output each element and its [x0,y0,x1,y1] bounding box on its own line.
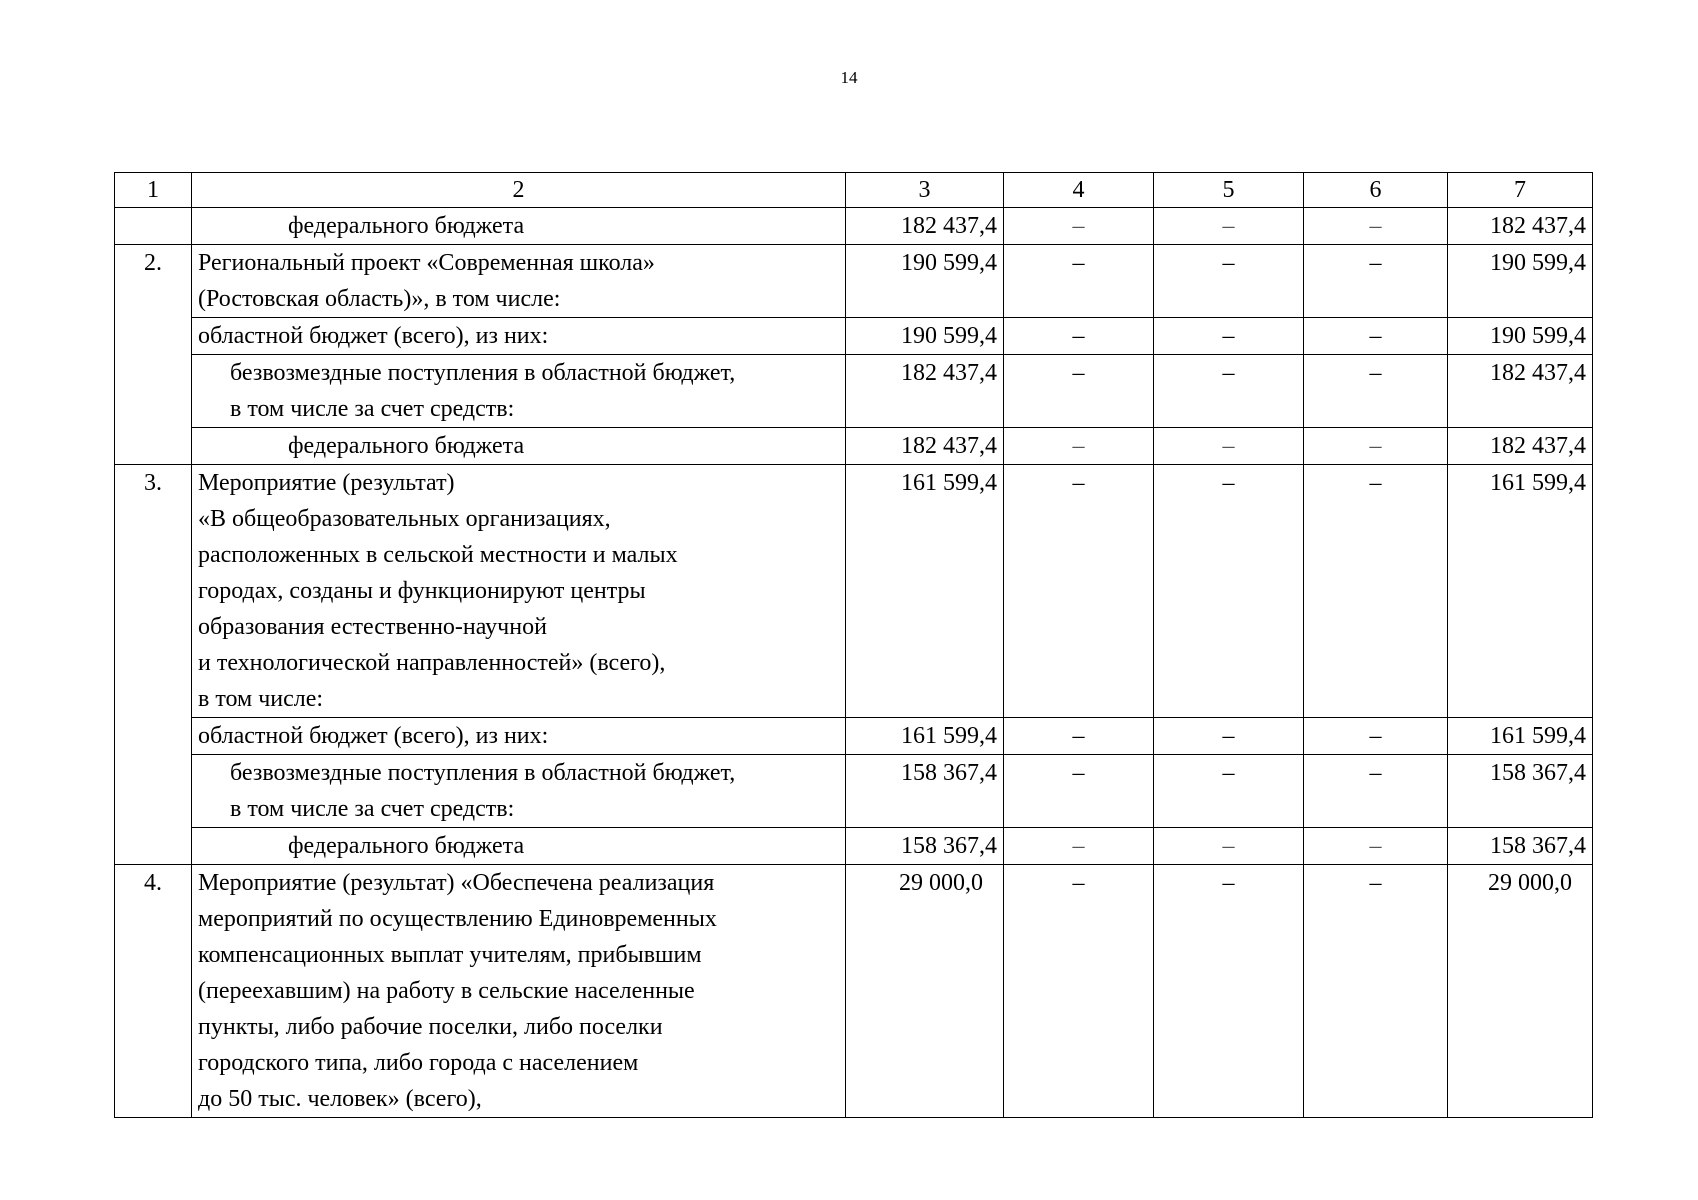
header-cell: 5 [1154,173,1304,208]
value-cell-col5: – [1154,755,1304,828]
header-cell: 6 [1304,173,1448,208]
description-line: федерального бюджета [288,833,525,859]
description-line: образования естественно-научной [198,614,547,640]
table-row [115,355,1593,428]
description-line: в том числе за счет средств: [230,796,515,822]
value-cell-col4: – [1004,865,1154,1118]
row-number-cell [115,208,192,245]
description-line: городах, созданы и функционируют центры [198,578,646,604]
value-cell-col3: 161 599,4 [846,718,1004,755]
table-row [115,828,1593,865]
value-cell-col4: – [1004,245,1154,318]
description-cell [192,355,846,428]
value-cell-col4: – [1004,355,1154,428]
value-cell-col5: – [1154,355,1304,428]
value-cell-col3: 182 437,4 [846,355,1004,428]
value-cell-col5: – [1154,318,1304,355]
value-cell-col5: – [1154,245,1304,318]
budget-table [114,172,1593,1118]
table-row [115,465,1593,718]
value-cell-col7: 182 437,4 [1448,355,1593,428]
value-cell-col4: – [1004,828,1154,865]
value-cell-col4: – [1004,428,1154,465]
table-row [115,208,1593,245]
table-row [115,755,1593,828]
header-cell: 4 [1004,173,1154,208]
value-cell-col7: 190 599,4 [1448,318,1593,355]
description-line: Мероприятие (результат) «Обеспечена реализация [198,870,715,896]
table-header-row [115,173,1593,208]
table-row [115,718,1593,755]
value-cell-col4: – [1004,465,1154,718]
description-cell [192,208,846,245]
header-cell: 2 [192,173,846,208]
value-cell-col6: – [1304,465,1448,718]
value-cell-col7: 158 367,4 [1448,828,1593,865]
description-line: мероприятий по осуществлению Единовременных [198,906,717,932]
row-number-cell: 4. [115,865,192,1118]
table-row [115,245,1593,318]
value-cell-col6: – [1304,755,1448,828]
description-line: в том числе: [198,686,324,712]
value-cell-col7: 182 437,4 [1448,428,1593,465]
value-cell-col4: – [1004,718,1154,755]
value-cell-col5: – [1154,865,1304,1118]
value-cell-col5: – [1154,428,1304,465]
value-cell-col6: – [1304,318,1448,355]
value-cell-col3: 190 599,4 [846,245,1004,318]
value-cell-col6: – [1304,718,1448,755]
value-cell-col7: 182 437,4 [1448,208,1593,245]
description-line: областной бюджет (всего), из них: [198,723,549,749]
value-cell-col3: 182 437,4 [846,428,1004,465]
value-cell-col5: – [1154,718,1304,755]
description-line: в том числе за счет средств: [230,396,515,422]
description-line: расположенных в сельской местности и малых [198,542,678,568]
description-line: городского типа, либо города с населением [198,1050,639,1076]
value-cell-col5: – [1154,465,1304,718]
table-row [115,865,1593,1118]
value-cell-col6: – [1304,828,1448,865]
page-number: 14 [840,68,858,87]
value-cell-col3: 29 000,0 [846,865,1004,1118]
value-cell-col3: 158 367,4 [846,755,1004,828]
value-cell-col7: 29 000,0 [1448,865,1593,1118]
description-cell [192,828,846,865]
description-cell [192,245,846,318]
value-cell-col7: 190 599,4 [1448,245,1593,318]
value-cell-col6: – [1304,245,1448,318]
value-cell-col6: – [1304,865,1448,1118]
description-line: безвозмездные поступления в областной бюджет, [230,360,736,386]
description-line: федерального бюджета [288,433,525,459]
value-cell-col7: 158 367,4 [1448,755,1593,828]
description-cell [192,465,846,718]
description-cell [192,318,846,355]
description-line: до 50 тыс. человек» (всего), [198,1086,482,1112]
value-cell-col6: – [1304,428,1448,465]
value-cell-col7: 161 599,4 [1448,465,1593,718]
description-cell [192,755,846,828]
row-number-cell: 2. [115,245,192,465]
description-line: «В общеобразовательных организациях, [198,506,611,532]
value-cell-col6: – [1304,355,1448,428]
row-number-cell: 3. [115,465,192,865]
description-line: и технологической направленностей» (всего), [198,650,666,676]
value-cell-col4: – [1004,755,1154,828]
value-cell-col4: – [1004,208,1154,245]
description-line: безвозмездные поступления в областной бюджет, [230,760,736,786]
description-cell [192,718,846,755]
description-line: (переехавшим) на работу в сельские населенные [198,978,695,1004]
description-cell [192,428,846,465]
header-cell: 3 [846,173,1004,208]
value-cell-col3: 161 599,4 [846,465,1004,718]
value-cell-col5: – [1154,828,1304,865]
description-line: компенсационных выплат учителям, прибывшим [198,942,702,968]
description-line: Региональный проект «Современная школа» [198,250,655,276]
description-line: пункты, либо рабочие поселки, либо поселки [198,1014,663,1040]
table-row [115,428,1593,465]
value-cell-col3: 158 367,4 [846,828,1004,865]
description-line: (Ростовская область)», в том числе: [198,286,561,312]
value-cell-col5: – [1154,208,1304,245]
header-cell: 7 [1448,173,1593,208]
description-line: областной бюджет (всего), из них: [198,323,549,349]
value-cell-col6: – [1304,208,1448,245]
description-cell [192,865,846,1118]
value-cell-col3: 182 437,4 [846,208,1004,245]
value-cell-col4: – [1004,318,1154,355]
value-cell-col3: 190 599,4 [846,318,1004,355]
header-cell: 1 [115,173,192,208]
description-line: федерального бюджета [288,213,525,239]
value-cell-col7: 161 599,4 [1448,718,1593,755]
table-row [115,318,1593,355]
description-line: Мероприятие (результат) [198,470,455,496]
